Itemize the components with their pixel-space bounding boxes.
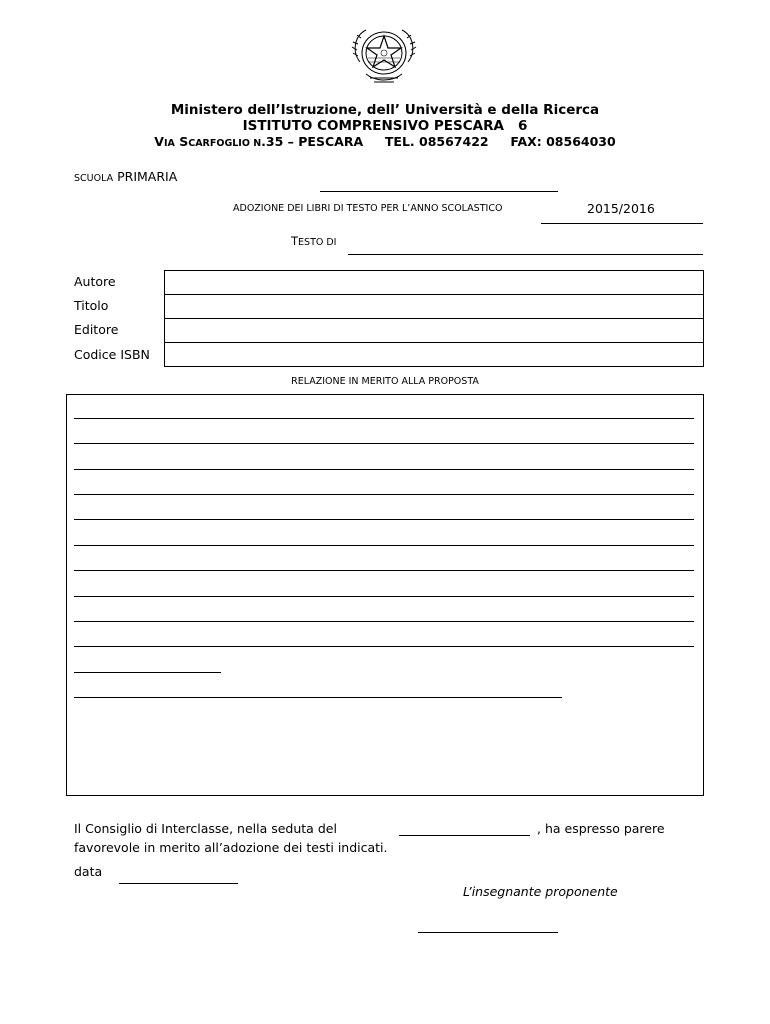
field-label-autore: Autore <box>74 274 116 289</box>
titolo-field[interactable] <box>165 295 704 319</box>
adozione-label: ADOZIONE DEI LIBRI DI TESTO PER L’ANNO SCOLASTICO <box>233 203 503 214</box>
field-label-isbn: Codice ISBN <box>74 347 150 362</box>
relazione-box[interactable] <box>66 394 704 796</box>
signature-line[interactable] <box>418 932 558 933</box>
relazione-line <box>74 443 694 444</box>
address-prefix-2a: S <box>174 134 189 149</box>
relazione-label: RELAZIONE IN MERITO ALLA PROPOSTA <box>291 376 479 387</box>
institute-name: ISTITUTO COMPRENSIVO PESCARA 6 <box>242 118 528 134</box>
address-prefix-2b: CARFOGLIO N <box>188 138 262 149</box>
scuola-value: PRIMARIA <box>117 169 178 184</box>
relazione-line-short <box>74 672 221 673</box>
testo-di-small: ESTO DI <box>298 237 337 248</box>
relazione-line <box>74 621 694 622</box>
testo-di-big: T <box>291 234 299 248</box>
relazione-line <box>74 469 694 470</box>
ministry-title: Ministero dell’Istruzione, dell’ Università e della Ricerca <box>170 102 600 118</box>
field-label-titolo: Titolo <box>74 298 109 313</box>
address-prefix-1b: IA <box>163 138 175 149</box>
data-line[interactable] <box>119 883 238 884</box>
testo-di-label <box>291 233 336 248</box>
editore-field[interactable] <box>165 319 704 343</box>
anno-scolastico-value: 2015/2016 <box>587 201 655 216</box>
field-label-editore: Editore <box>74 322 119 337</box>
scuola-label: SCUOLA <box>74 173 114 184</box>
consiglio-text-3: favorevole in merito all’adozione dei testi indicati. <box>74 840 388 855</box>
institute-address <box>0 134 770 149</box>
testo-di-underline <box>348 254 703 255</box>
consiglio-text-2: , ha espresso parere <box>537 821 665 836</box>
consiglio-text-1: Il Consiglio di Interclasse, nella seduta del <box>74 821 337 836</box>
relazione-line-medium <box>74 697 562 698</box>
scuola-underline <box>320 191 558 192</box>
autore-field[interactable] <box>165 271 704 295</box>
data-label: data <box>74 864 103 879</box>
relazione-line <box>74 494 694 495</box>
relazione-line <box>74 519 694 520</box>
relazione-line <box>74 418 694 419</box>
anno-underline <box>541 223 703 224</box>
seduta-date-line[interactable] <box>399 835 530 836</box>
relazione-line <box>74 646 694 647</box>
book-info-table <box>164 270 704 367</box>
relazione-line <box>74 570 694 571</box>
scuola-row <box>74 169 177 184</box>
isbn-field[interactable] <box>165 343 704 367</box>
relazione-line <box>74 545 694 546</box>
address-prefix-1a: V <box>154 134 164 149</box>
emblem-logo <box>346 22 422 88</box>
relazione-line <box>74 596 694 597</box>
signature-label: L’insegnante proponente <box>463 884 618 899</box>
address-rest: .35 – PESCARA TEL. 08567422 FAX: 08564030 <box>261 134 616 149</box>
